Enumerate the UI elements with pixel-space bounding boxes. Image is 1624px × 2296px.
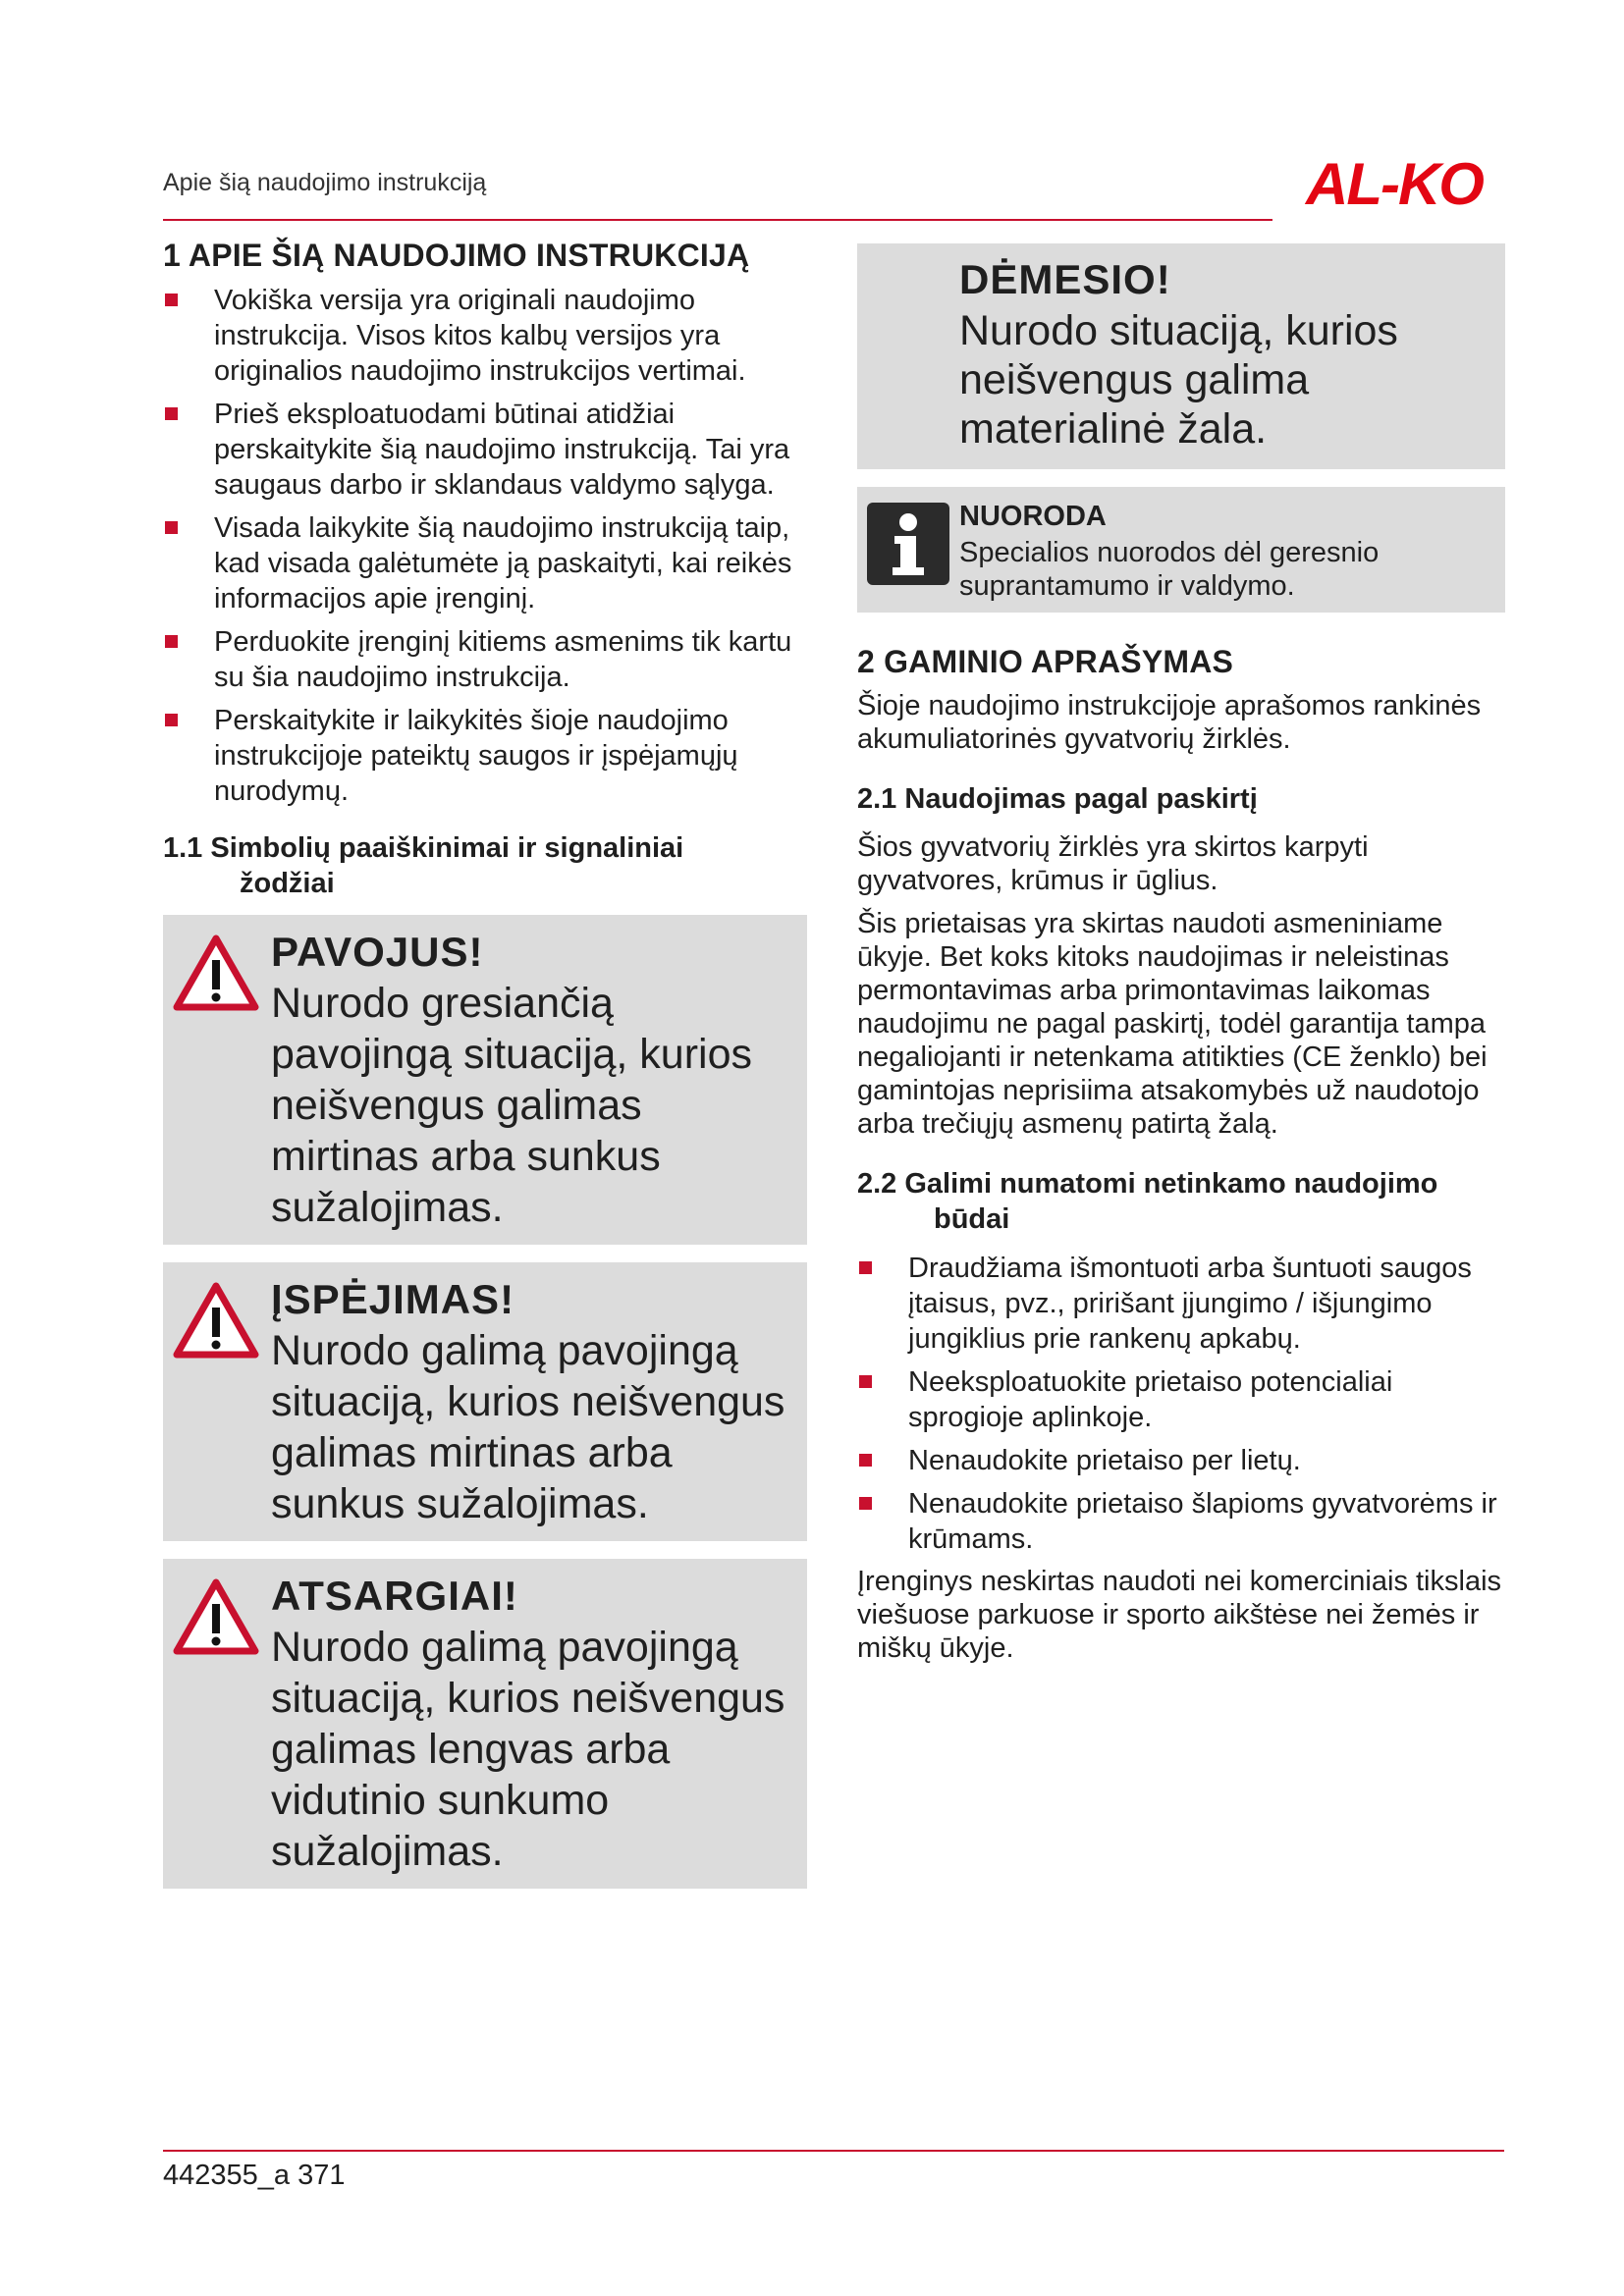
bullet-square-icon: [859, 1375, 872, 1388]
running-header: Apie šią naudojimo instrukciją: [163, 169, 487, 196]
list-item: Draudžiama išmontuoti arba šuntuoti saugos įtaisus, pvz., pririšant įjungimo / išjungimo jungiklius prie rankenų apkabų.: [857, 1251, 1505, 1357]
subsection-2-1-paragraph: Šis prietaisas yra skirtas naudoti asmeniniame ūkyje. Bet koks kitoks naudojimas ir neleistinas permontavimas arba primontavimas laikomas naudojimu ne pagal paskirtį, todėl garantija tampa negaliojanti ir netenkama atitikties (CE ženklo) bei gamintojas neprisiima atsakomybės už naudotojo arba trečiųjų asmenų patirtą žalą.: [857, 907, 1488, 1140]
bullet-square-icon: [165, 294, 178, 306]
warning-text: Nurodo galimą pavojingą situaciją, kurios neišvengus galimas mirtinas arba sunkus sužalojimas.: [271, 1327, 785, 1528]
section-2-text: Šioje naudojimo instrukcijoje aprašomos rankinės akumuliatorinės gyvatvorių žirklės.: [857, 689, 1482, 755]
danger-text: Nurodo gresiančią pavojingą situaciją, kurios neišvengus galimas mirtinas arba sunkus sužalojimas.: [271, 980, 752, 1232]
section-1-bullets: [163, 283, 807, 809]
section-1-title: 1 APIE ŠIĄ NAUDOJIMO INSTRUKCIJĄ: [163, 238, 750, 273]
bullet-square-icon: [859, 1497, 872, 1510]
list-item: Neeksploatuokite prietaiso potencialiai sprogioje aplinkoje.: [857, 1364, 1505, 1435]
page-number: 442355_a 371: [163, 2160, 346, 2191]
warning-triangle-icon: [171, 1280, 261, 1362]
info-box: [857, 487, 1505, 613]
list-item: Perduokite įrenginį kitiems asmenims tik kartu su šia naudojimo instrukcija.: [163, 624, 807, 695]
warning-triangle-icon: [171, 1576, 261, 1659]
al-ko-logo: [1286, 155, 1502, 214]
subsection-2-2-paragraph: Įrenginys neskirtas naudoti nei komerciniais tikslais viešuose parkuose ir sporto aikštėse nei žemės ir miškų ūkyje.: [857, 1566, 1502, 1665]
bullet-square-icon: [859, 1261, 872, 1274]
danger-title: PAVOJUS!: [271, 929, 484, 976]
info-title: NUORODA: [959, 501, 1107, 532]
section-2-title: 2 GAMINIO APRAŠYMAS: [857, 644, 1234, 679]
subsection-2-2-bullets: [857, 1251, 1505, 1557]
bullet-square-icon: [165, 521, 178, 534]
subsection-2-2-title: 2.2 Galimi numatomi netinkamo naudojimo būdai: [857, 1167, 1438, 1236]
warning-title: ĮSPĖJIMAS!: [271, 1276, 515, 1323]
caution-text: Nurodo galimą pavojingą situaciją, kurios neišvengus galimas lengvas arba vidutinio sunkumo sužalojimas.: [271, 1624, 785, 1876]
list-item: Vokiška versija yra originali naudojimo instrukcija. Visos kitos kalbų versijos yra originalios naudojimo instrukcijos vertimai.: [163, 283, 807, 389]
bullet-square-icon: [859, 1454, 872, 1467]
subsection-2-1-title: 2.1 Naudojimas pagal paskirtį: [857, 782, 1258, 815]
list-item: Perskaitykite ir laikykitės šioje naudojimo instrukcijoje pateiktų saugos ir įspėjamųjų nurodymų.: [163, 703, 807, 809]
bullet-square-icon: [165, 714, 178, 726]
list-item: Nenaudokite prietaiso per lietų.: [857, 1443, 1505, 1478]
caution-box: [163, 1559, 807, 1889]
notice-title: DĖMESIO!: [959, 256, 1171, 302]
warning-triangle-icon: [171, 933, 261, 1015]
bullet-square-icon: [165, 635, 178, 648]
list-item: Visada laikykite šią naudojimo instrukciją taip, kad visada galėtumėte ją paskaityti, kai reikės informacijos apie įrenginį.: [163, 510, 807, 616]
left-column: [163, 236, 807, 1906]
list-item: Prieš eksploatuodami būtinai atidžiai perskaitykite šią naudojimo instrukciją. Tai yra saugaus darbo ir sklandaus valdymo sąlyga.: [163, 397, 807, 503]
list-item: Nenaudokite prietaiso šlapioms gyvatvorėms ir krūmams.: [857, 1486, 1505, 1557]
notice-box: [857, 243, 1505, 469]
subsection-2-1-paragraph: Šios gyvatvorių žirklės yra skirtos karpyti gyvatvores, krūmus ir ūglius.: [857, 830, 1369, 896]
bullet-square-icon: [165, 407, 178, 420]
notice-text: Nurodo situaciją, kurios neišvengus galima materialinė žala.: [959, 307, 1398, 453]
danger-box: [163, 915, 807, 1245]
header-rule: [163, 219, 1272, 221]
footer-rule: [163, 2150, 1504, 2152]
caution-title: ATSARGIAI!: [271, 1573, 518, 1620]
info-text: Specialios nuorodos dėl geresnio suprantamumo ir valdymo.: [959, 537, 1380, 602]
subsection-1-1-title: 1.1 Simbolių paaiškinimai ir signaliniai žodžiai: [163, 831, 684, 899]
svg-text:AL-KO: AL-KO: [1306, 155, 1483, 214]
warning-box: [163, 1262, 807, 1541]
right-column: [857, 243, 1505, 1675]
info-icon: [867, 503, 949, 585]
